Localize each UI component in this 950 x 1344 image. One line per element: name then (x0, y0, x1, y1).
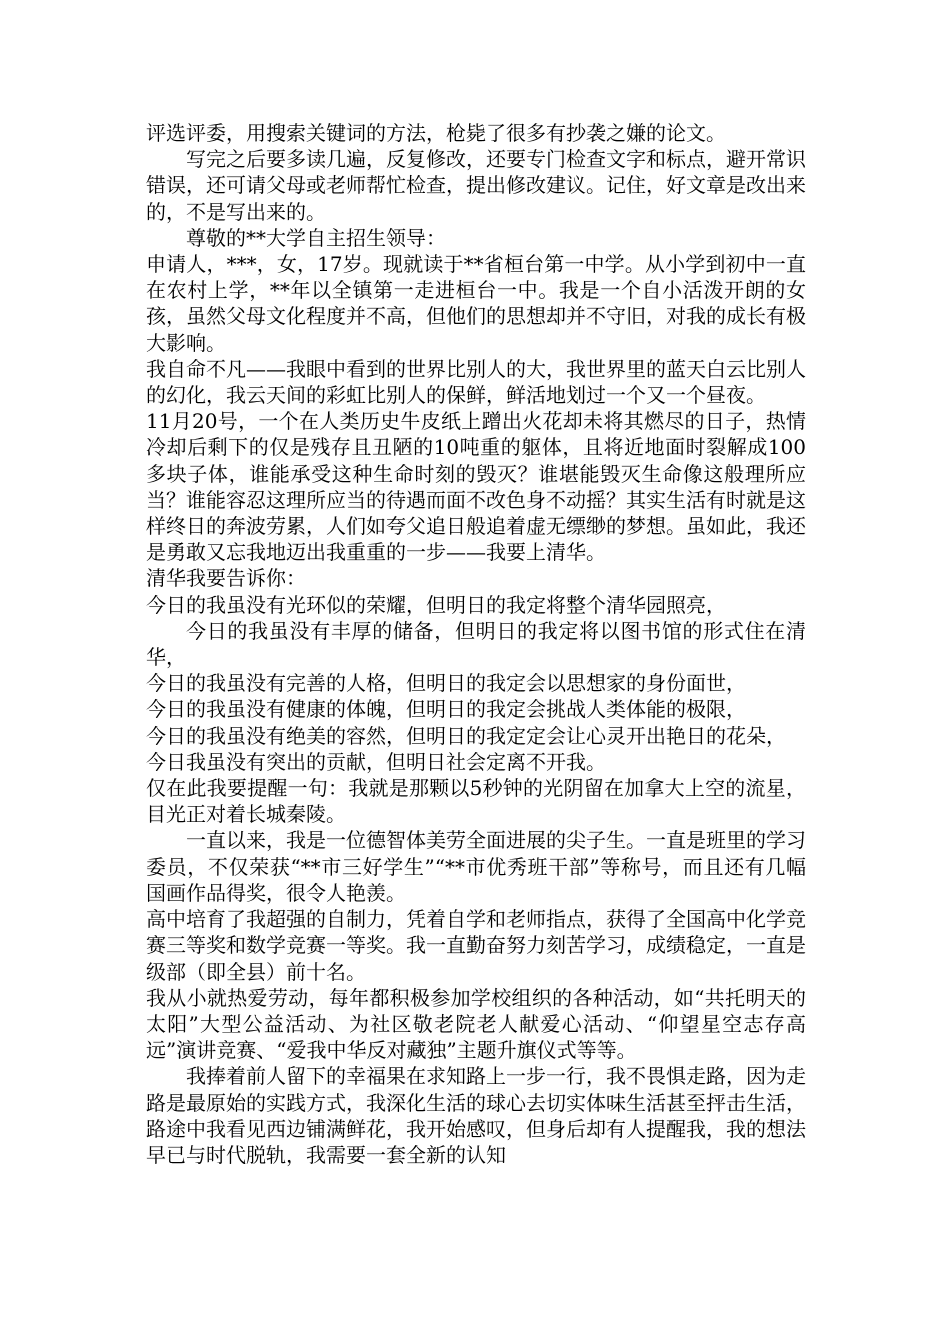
paragraph-17: 我从小就热爱劳动，每年都积极参加学校组织的各种活动，如“共托明天的太阳”大型公益活动、为社区敬老院老人献爱心活动、“仰望星空志存高远”演讲竞赛、“爱我中华反对藏独”主题升旗仪式等等。 (146, 985, 806, 1063)
paragraph-15: 一直以来，我是一位德智体美劳全面进展的尖子生。一直是班里的学习委员，不仅荣获“**市三好学生”“**市优秀班干部”等称号，而且还有几幅国画作品得奖，很令人艳羡。 (146, 828, 806, 905)
paragraph-14: 仅在此我要提醒一句：我就是那颗以5秒钟的光阴留在加拿大上空的流星，目光正对着长城秦陵。 (146, 776, 806, 827)
document-page (146, 120, 806, 1168)
paragraph-1: 评选评委，用搜索关键词的方法，枪毙了很多有抄袭之嫌的论文。 (146, 121, 726, 145)
paragraph-13: 今日我虽没有突出的贡献，但明日社会定离不开我。 (146, 749, 606, 774)
paragraph-3: 尊敬的**大学自主招生领导： (186, 225, 446, 250)
paragraph-5: 我自命不凡——我眼中看到的世界比别人的大，我世界里的蓝天白云比别人的幻化，我云天间的彩虹比别人的保鲜，鲜活地划过一个又一个昼夜。 (146, 356, 806, 408)
paragraph-8: 今日的我虽没有光环似的荣耀，但明日的我定将整个清华园照亮， (146, 592, 726, 617)
paragraph-10: 今日的我虽没有完善的人格，但明日的我定会以思想家的身份面世， (146, 671, 746, 696)
paragraph-7: 清华我要告诉你： (146, 566, 306, 591)
paragraph-6: 11月20号，一个在人类历史牛皮纸上蹭出火花却未将其燃尽的日子，热情冷却后剩下的仅是残存且丑陋的10吨重的躯体，且将近地面时裂解成100多块子体，谁能承受这种生命时刻的毁灭？谁堪能毁灭生命像这般理所应当？谁能容忍这理所应当的待遇而面不改色身不动摇？其实生活有时就是这样终日的奔波劳累，人们如夸父追日般追着虚无缥缈的梦想。虽如此，我还是勇敢又忘我地迈出我重重的一步——我要上清华。 (146, 409, 806, 565)
paragraph-9: 今日的我虽没有丰厚的储备，但明日的我定将以图书馆的形式住在清华， (146, 618, 806, 670)
paragraph-16: 高中培育了我超强的自制力，凭着自学和老师指点，获得了全国高中化学竞赛三等奖和数学竞赛一等奖。我一直勤奋努力刻苦学习，成绩稳定，一直是级部（即全县）前十名。 (146, 907, 806, 984)
paragraph-2: 写完之后要多读几遍，反复修改，还要专门检查文字和标点，避开常识错误，还可请父母或老师帮忙检查，提出修改建议。记住，好文章是改出来的，不是写出来的。 (146, 147, 806, 224)
paragraph-11: 今日的我虽没有健康的体魄，但明日的我定会挑战人类体能的极限， (146, 697, 746, 722)
paragraph-12: 今日的我虽没有绝美的容然，但明日的我定定会让心灵开出艳日的花朵， (146, 723, 786, 748)
paragraph-4: 申请人，***，女，17岁。现就读于**省桓台第一中学。从小学到初中一直在农村上学，**年以全镇第一走进桓台一中。我是一个自小活泼开朗的女孩，虽然父母文化程度并不高，但他们的思想却并不守旧，对我的成长有极大影响。 (146, 252, 806, 355)
paragraph-18: 我捧着前人留下的幸福果在求知路上一步一行，我不畏惧走路，因为走路是最原始的实践方式，我深化生活的球心去切实体味生活甚至抨击生活，路途中我看见西边铺满鲜花，我开始感叹，但身后却有人提醒我，我的想法早已与时代脱轨，我需要一套全新的认知 (146, 1064, 806, 1167)
